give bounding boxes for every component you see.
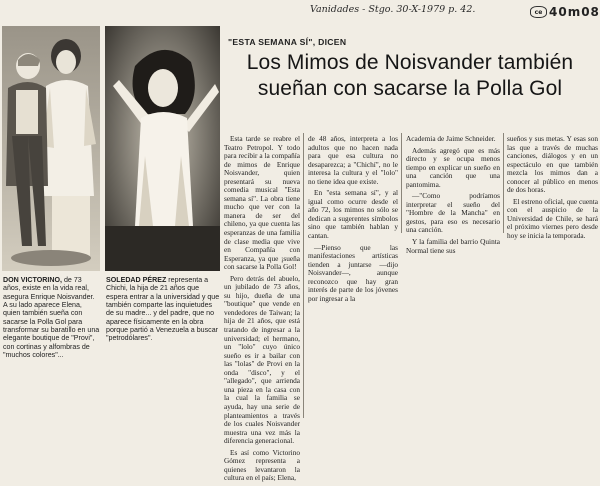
photo-left-two-mimes [2,26,100,271]
source-note: Vanidades - Stgo. 30-X-1979 p. 42. [310,4,476,15]
headline-line-2: sueñan con sacarse la Polla Gol [257,77,563,100]
column-3-paragraph: Academia de Jaime Schneider. [406,134,496,143]
article-column-3 [406,135,500,258]
caption-right [106,276,220,343]
headline-line-1: Los Mimos de Noisvander también [246,51,574,74]
caption-right-lead: SOLEDAD PÉREZ [106,276,167,284]
column-rule-1 [303,133,304,418]
photo-right-svg [105,26,220,271]
caption-left-text: de 73 años, existe en la vida real, asegura Enrique Noisvander. A su lado aparece Elena, quien también sueña con sacarse la Polla Gol para transformar su baratillo en una elegante boutique de "Provi", con cortinas y alfombras de "muchos colores"... [3,276,100,360]
column-3-paragraph: Y la familia del barrio Quinta Normal tiene sus [406,237,500,255]
column-3-paragraph: Además agregó que es más directo y se ocupa menos tiempo en explicar un sueño en una canción que una pantomima. [406,145,500,189]
caption-left-lead: DON VICTORINO, [3,276,62,284]
column-2-paragraph: —Pienso que las manifestaciones artísticas tienden a juntarse —dijo Noisvander—, aunque reconozco que hay gran interés de parte de los jóvenes por ingresar a la [308,242,398,303]
column-rule-3 [503,133,504,233]
column-1-paragraph: Es así como Victorino Gómez representa a quienes levantaron la cultura en el país; Elena, [224,447,300,483]
headline [222,50,598,102]
column-4-paragraph: El estreno oficial, que cuenta con el auspicio de la Universidad de Chile, se hará el próximo viernes pero desde hoy se inicia la temporada. [507,196,598,241]
column-1-paragraph: Esta tarde se reabre el Teatro Petropol. Y todo para recibir a la compañía de mimos de Enrique Noisvander, quien presentará su nueva comedia musical "Esta semana sí". La obra tiene mucho que ver con la manera de ser del chileno, ya que cuenta las esperanzas de una familia de clase media que vive en Compañía con Esperanza, ya que ¡sueña con sacarse la Polla Gol! [224,134,300,272]
caption-right-text: representa a Chichi, la hija de 21 años que espera entrar a la universidad y que también comparte las inquietudes de su madre... y del padre, que no aparece físicamente en la obra porque partió a Venezuela a buscar "petrodólares". [106,276,220,343]
stamp-logo-icon: ce [530,6,547,18]
photo-left-svg [2,26,100,271]
column-rule-2 [401,133,402,233]
column-2-paragraph: de 48 años, interpreta a los adultos que no hacen nada para que esa cultura no desaparezca; a "Chichí", no le interesa la cultura y el "lolo" no tiene idea que existe. [308,134,398,186]
column-2-paragraph: En "esta semana sí", y al igual como ocurre desde el año 72, los mimos no sólo se dedican a sugerentes símbolos sino que también hablan y cantan. [308,188,398,241]
kicker: "ESTA SEMANA SÍ", DICEN [228,37,347,47]
column-4-paragraph: sueños y sus metas. Y esas son las que a través de muchas canciones, diálogos y en un espectáculo en que también mezcla los mimos dan a conocer al público en menos de dos horas. [507,134,598,195]
archive-stamp [530,5,600,19]
article-column-1 [224,135,300,486]
photo-right-dancer [105,26,220,271]
caption-left [3,276,100,359]
article-column-2 [308,135,398,306]
article-column-4 [507,135,598,244]
column-1-paragraph: Pero detrás del abuelo, un jubilado de 73 años, su hijo, dueña de una "boutique" que vende en vendedores de Taiwan; la hija de 21 años, que está tratando de ingresar a la universidad; el hermano, un "lolo" cuyo único sueño es ir a bailar con las "lolas" de Provi en la onda "disco", y el "allegado", que arrienda una pieza en la casa con la cual la familia se ayuda, hay una serie de planteamientos a través de los cuales Noisvander muestra una vez más la diferencia generacional. [224,273,300,446]
page-code: 40m08 [549,5,600,19]
column-3-paragraph: —"Como podríamos interpretar el sueño del "Hombre de la Mancha" en gestos, para eso es necesario una canción. [406,191,500,235]
